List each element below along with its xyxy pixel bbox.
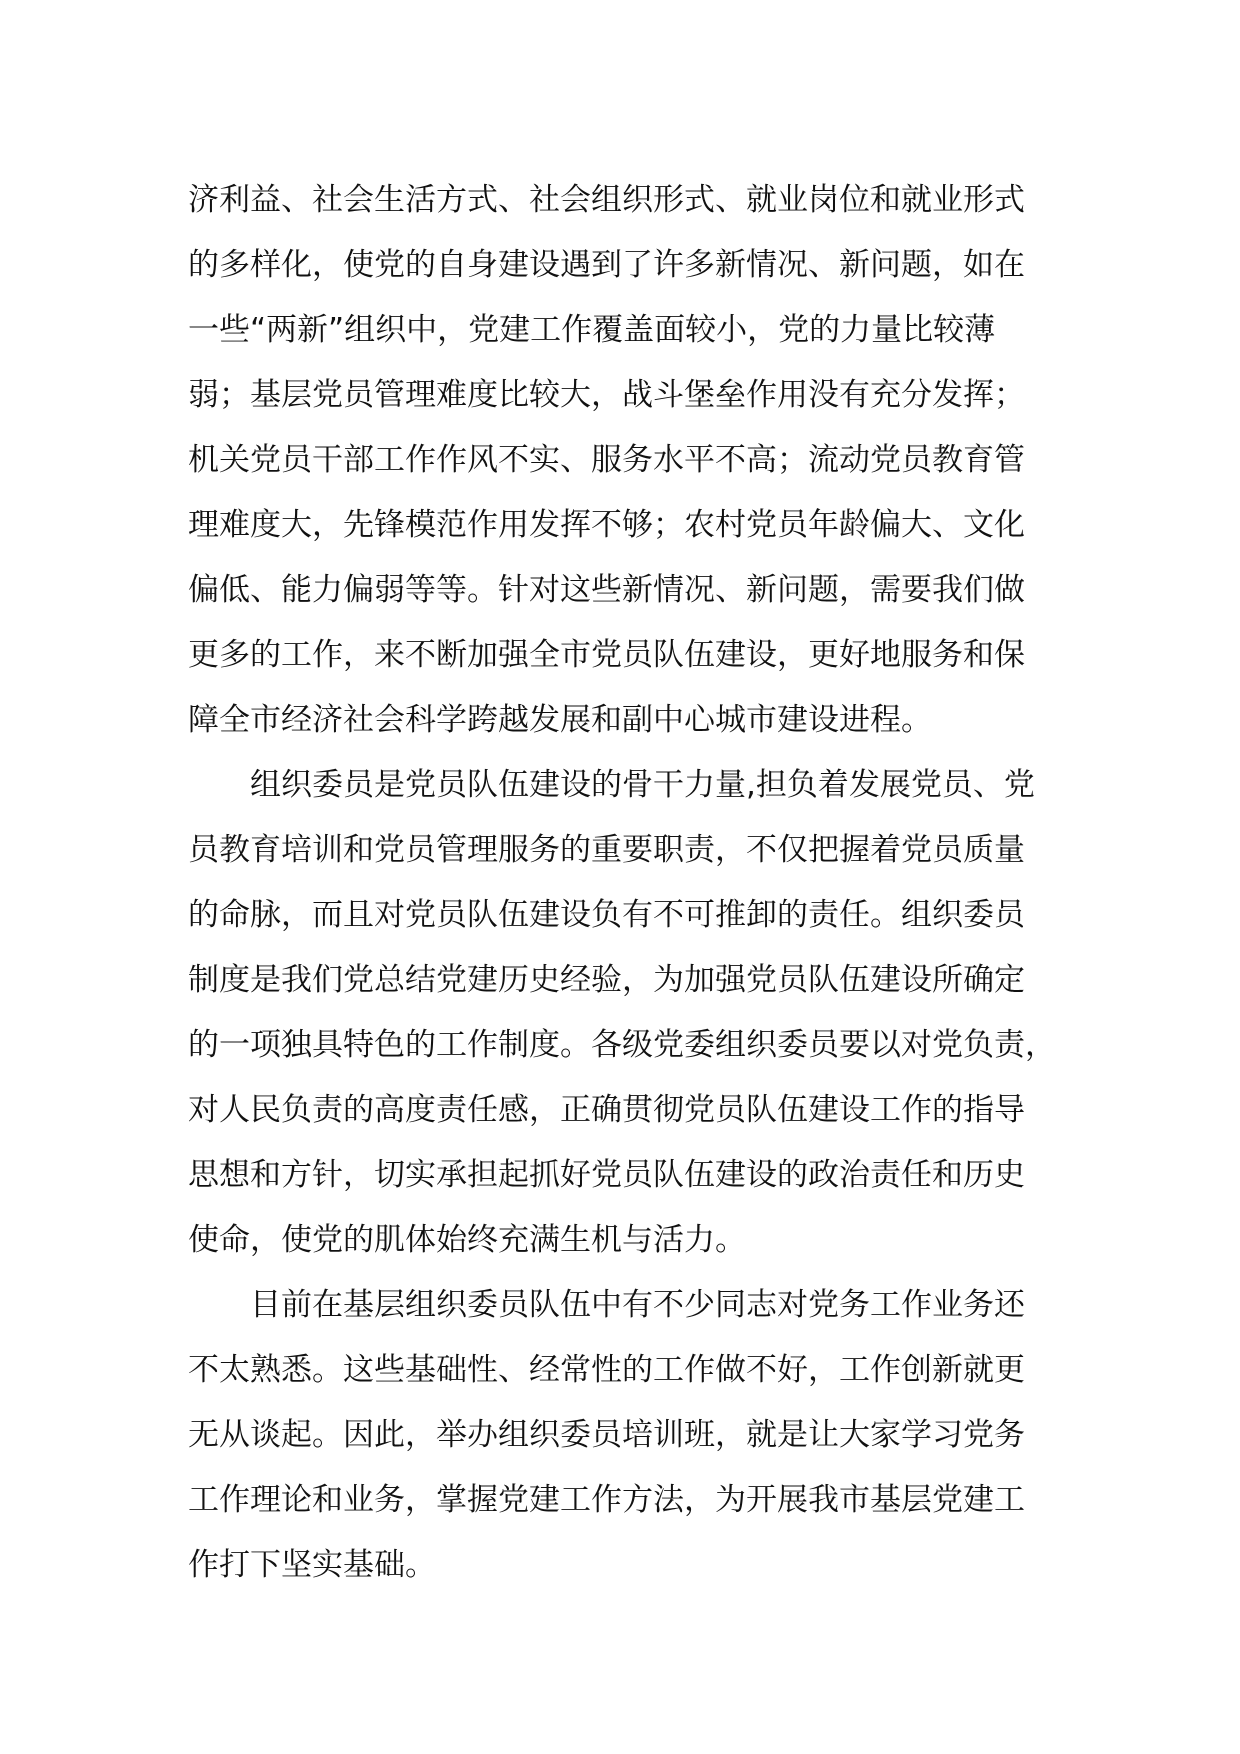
text-line: 偏低、能力偏弱等等。针对这些新情况、新问题，需要我们做 [188,572,1025,608]
text-line: 一些“两新”组织中，党建工作覆盖面较小，党的力量比较薄 [188,312,996,348]
text-line: 机关党员干部工作作风不实、服务水平不高；流动党员教育管 [188,442,1025,478]
text-line: 思想和方针，切实承担起抓好党员队伍建设的政治责任和历史 [188,1157,1025,1193]
paragraph-first-line: 组织委员是党员队伍建设的骨干力量,担负着发展党员、党 [250,767,1035,803]
document-body [188,168,1068,1598]
text-line: 无从谈起。因此，举办组织委员培训班，就是让大家学习党务 [188,1417,1025,1453]
text-line: 员教育培训和党员管理服务的重要职责，不仅把握着党员质量 [188,832,1025,868]
text-line: 作打下坚实基础。 [188,1547,436,1583]
text-line: 不太熟悉。这些基础性、经常性的工作做不好，工作创新就更 [188,1352,1025,1388]
text-line: 对人民负责的高度责任感，正确贯彻党员队伍建设工作的指导 [188,1092,1025,1128]
paragraph-first-line: 目前在基层组织委员队伍中有不少同志对党务工作业务还 [250,1287,1025,1323]
text-line: 的命脉，而且对党员队伍建设负有不可推卸的责任。组织委员 [188,897,1025,933]
text-line: 济利益、社会生活方式、社会组织形式、就业岗位和就业形式 [188,182,1025,218]
text-line: 障全市经济社会科学跨越发展和副中心城市建设进程。 [188,702,932,738]
text-line: 理难度大，先锋模范作用发挥不够；农村党员年龄偏大、文化 [188,507,1025,543]
text-line: 使命，使党的肌体始终充满生机与活力。 [188,1222,746,1258]
text-line: 工作理论和业务，掌握党建工作方法，为开展我市基层党建工 [188,1482,1025,1518]
text-line: 制度是我们党总结党建历史经验，为加强党员队伍建设所确定 [188,962,1025,998]
text-line: 的一项独具特色的工作制度。各级党委组织委员要以对党负责， [188,1027,1056,1063]
text-line: 弱；基层党员管理难度比较大，战斗堡垒作用没有充分发挥； [188,377,1025,413]
text-line: 的多样化，使党的自身建设遇到了许多新情况、新问题，如在 [188,247,1025,283]
text-line: 更多的工作，来不断加强全市党员队伍建设，更好地服务和保 [188,637,1025,673]
